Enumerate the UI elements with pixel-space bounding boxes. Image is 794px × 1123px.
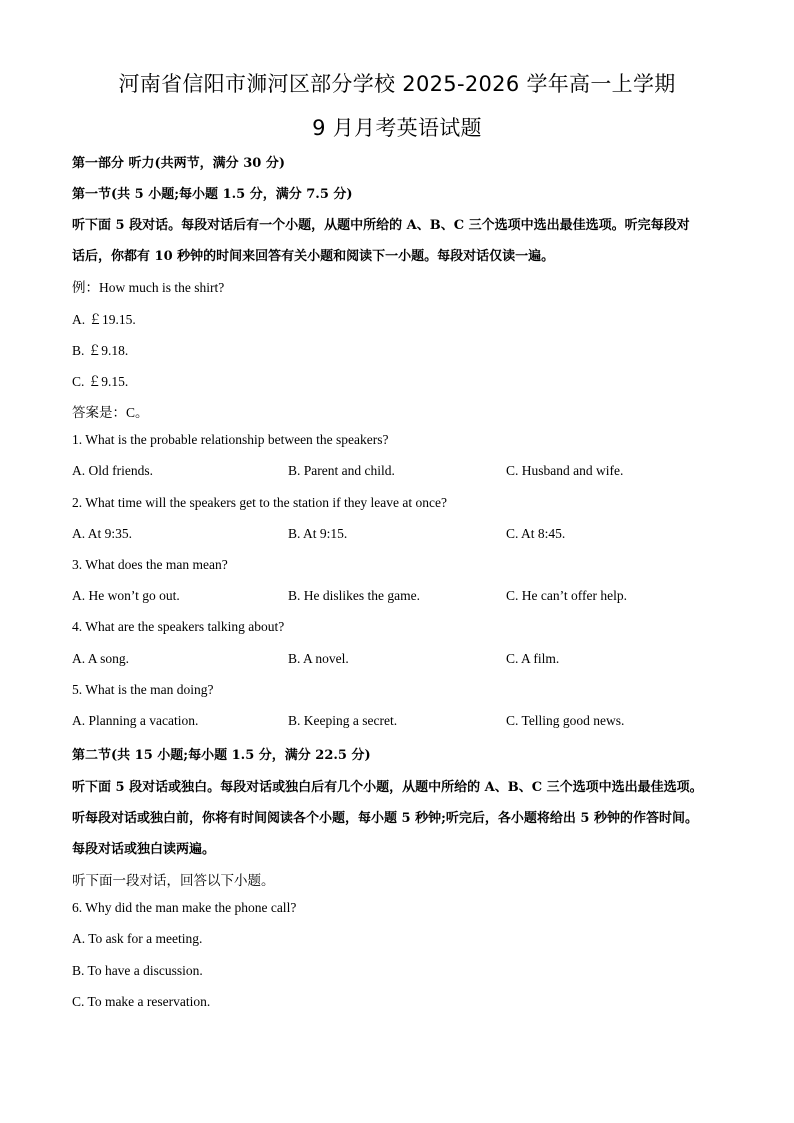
- question-2: 2. What time will the speakers get to the station if they leave at once?: [72, 495, 448, 510]
- question-4-option-a: A. A song.: [72, 651, 130, 666]
- question-4: 4. What are the speakers talking about?: [72, 619, 285, 634]
- question-6-option-b: B. To have a discussion.: [72, 963, 203, 978]
- section2-instruction-line1: 听下面 5 段对话或独白。每段对话或独白后有几个小题，从题中所给的 A、B、C 三个选项中选出最佳选项。: [72, 780, 703, 795]
- document-title-line2: 9 月月考英语试题: [312, 116, 482, 140]
- question-4-option-b: B. A novel.: [288, 651, 349, 666]
- section1-instruction-line2: 话后，你都有 10 秒钟的时间来回答有关小题和阅读下一小题。每段对话仅读一遍。: [72, 249, 555, 264]
- example-option-b: B. ￡9.18.: [72, 343, 129, 358]
- question-5-option-b: B. Keeping a secret.: [288, 713, 398, 728]
- example-answer: 答案是：C。: [72, 405, 149, 420]
- question-5: 5. What is the man doing?: [72, 682, 214, 697]
- question-1: 1. What is the probable relationship between the speakers?: [72, 432, 389, 447]
- dialogue-intro: 听下面一段对话，回答以下小题。: [72, 873, 275, 888]
- part1-heading: 第一部分 听力(共两节，满分 30 分): [72, 156, 285, 171]
- document-title-line1: 河南省信阳市浉河区部分学校 2025-2026 学年高一上学期: [118, 72, 676, 96]
- question-4-option-c: C. A film.: [506, 651, 560, 666]
- question-2-option-c: C. At 8:45.: [506, 526, 566, 541]
- question-3: 3. What does the man mean?: [72, 557, 228, 572]
- question-6-option-a: A. To ask for a meeting.: [72, 931, 203, 946]
- example-option-c: C. ￡9.15.: [72, 374, 129, 389]
- question-5-option-a: A. Planning a vacation.: [72, 713, 199, 728]
- question-2-option-b: B. At 9:15.: [288, 526, 348, 541]
- example-option-a: A. ￡19.15.: [72, 312, 136, 327]
- question-6: 6. Why did the man make the phone call?: [72, 900, 297, 915]
- question-3-option-b: B. He dislikes the game.: [288, 588, 420, 603]
- section1-instruction-line1: 听下面 5 段对话。每段对话后有一个小题，从题中所给的 A、B、C 三个选项中选出最佳选项。听完每段对: [72, 218, 690, 233]
- question-3-option-c: C. He can’t offer help.: [506, 588, 627, 603]
- question-5-option-c: C. Telling good news.: [506, 713, 625, 728]
- section1-heading: 第一节(共 5 小题;每小题 1.5 分，满分 7.5 分): [72, 187, 353, 202]
- section2-heading: 第二节(共 15 小题;每小题 1.5 分，满分 22.5 分): [72, 748, 371, 763]
- question-1-option-c: C. Husband and wife.: [506, 463, 624, 478]
- section2-instruction-line3: 每段对话或独白读两遍。: [72, 842, 216, 857]
- question-1-option-a: A. Old friends.: [72, 463, 153, 478]
- question-3-option-a: A. He won’t go out.: [72, 588, 180, 603]
- question-6-option-c: C. To make a reservation.: [72, 994, 211, 1009]
- example-question: 例：How much is the shirt?: [72, 280, 225, 295]
- question-2-option-a: A. At 9:35.: [72, 526, 133, 541]
- question-1-option-b: B. Parent and child.: [288, 463, 395, 478]
- section2-instruction-line2: 听每段对话或独白前，你将有时间阅读各个小题，每小题 5 秒钟;听完后，各小题将给出 5 秒钟的作答时间。: [72, 811, 698, 826]
